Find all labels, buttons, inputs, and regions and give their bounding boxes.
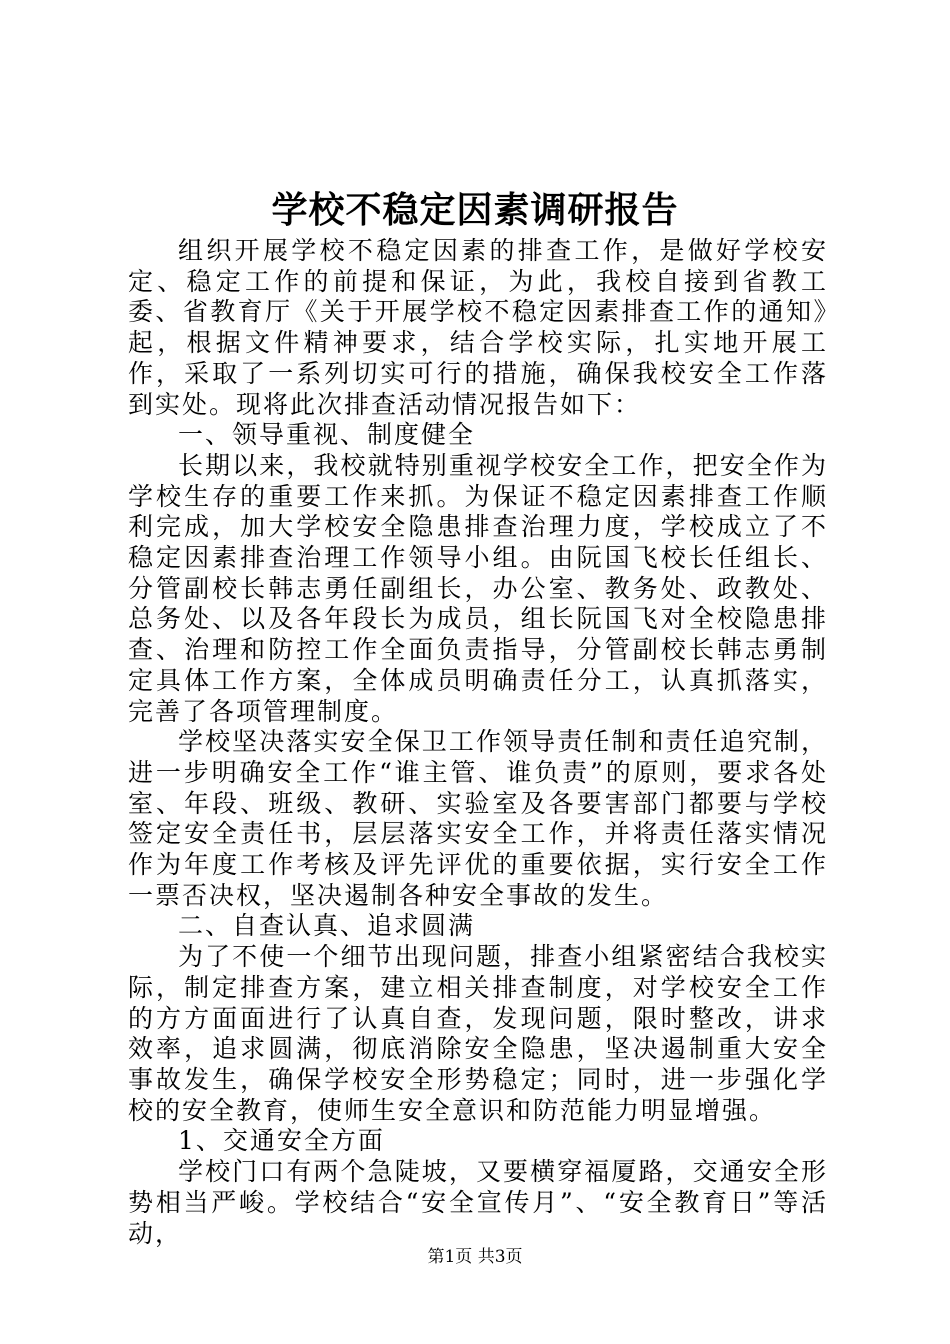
subsection-heading-traffic: 1、交通安全方面 — [178, 1126, 385, 1156]
paragraph-traffic: 学校门口有两个急陡坡，又要横穿福厦路，交通安全形势相当严峻。学校结合“安全宣传月”、“安全教育日”等活动， — [128, 1157, 828, 1248]
section-heading-2: 二、自查认真、追求圆满 — [178, 911, 476, 941]
paragraph-self-inspection: 为了不使一个细节出现问题，排查小组紧密结合我校实际，制定排查方案，建立相关排查制度，对学校安全工作的方方面面进行了认真自查，发现问题，限时整改，讲求效率，追求圆满，彻底消除安全隐患，坚决遏制重大安全事故发生，确保学校安全形势稳定；同时，进一步强化学校的安全教育，使师生安全意识和防范能力明显增强。 — [128, 942, 828, 1125]
document-title: 学校不稳定因素调研报告 — [271, 189, 679, 231]
section-heading-1: 一、领导重视、制度健全 — [178, 420, 476, 450]
document-body — [128, 236, 828, 1249]
paragraph-leadership: 长期以来，我校就特别重视学校安全工作，把安全作为学校生存的重要工作来抓。为保证不稳定因素排查工作顺利完成，加大学校安全隐患排查治理力度，学校成立了不稳定因素排查治理工作领导小组。由阮国飞校长任组长、分管副校长韩志勇任副组长，办公室、教务处、政教处、总务处、以及各年段长为成员，组长阮国飞对全校隐患排查、治理和防控工作全面负责指导，分管副校长韩志勇制定具体工作方案，全体成员明确责任分工，认真抓落实，完善了各项管理制度。 — [128, 450, 828, 726]
paragraph-responsibility: 学校坚决落实安全保卫工作领导责任制和责任追究制，进一步明确安全工作“谁主管、谁负责”的原则，要求各处室、年段、班级、教研、实验室及各要害部门都要与学校签定安全责任书，层层落实安全工作，并将责任落实情况作为年度工作考核及评先评优的重要依据，实行安全工作一票否决权，坚决遏制各种安全事故的发生。 — [128, 727, 828, 910]
page-footer: 第1页 共3页 — [427, 1247, 523, 1267]
paragraph-intro: 组织开展学校不稳定因素的排查工作，是做好学校安定、稳定工作的前提和保证，为此，我校自接到省教工委、省教育厅《关于开展学校不稳定因素排查工作的通知》起，根据文件精神要求，结合学校实际，扎实地开展工作，采取了一系列切实可行的措施，确保我校安全工作落到实处。现将此次排查活动情况报告如下： — [128, 236, 828, 419]
